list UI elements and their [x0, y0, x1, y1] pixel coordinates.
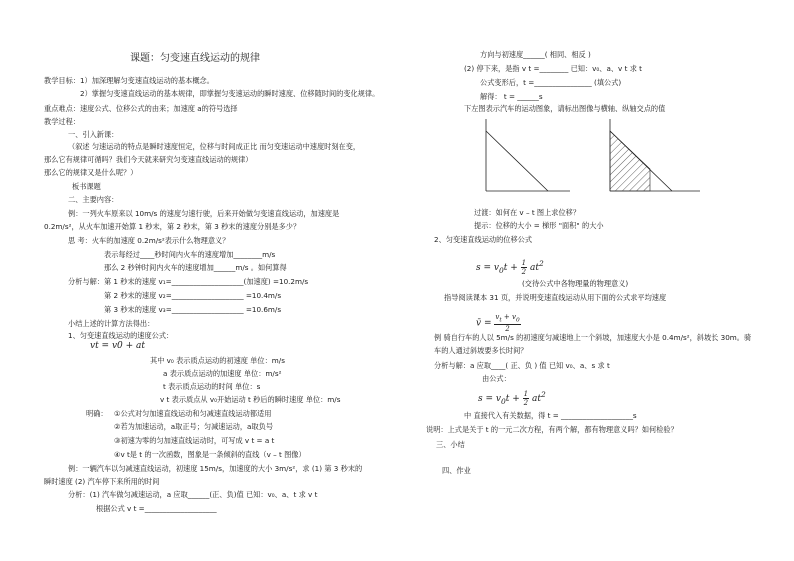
- summary-line: 小结上述的计算方法得出：: [68, 319, 155, 328]
- note-1: ①公式对匀加速直线运动和匀减速直线运动都适用: [114, 409, 272, 418]
- think-question: 思 考：火车的加速度 0.2m/s²表示什么物理意义？: [68, 236, 230, 245]
- intro-line-1: （叙述 匀速运动的特点是瞬时速度恒定，位移与时间成正比 而匀变速运动中速度时刻在变，: [68, 142, 361, 151]
- average-velocity-formula: v̄ = $\frac{v_t + v_0}{2}$: [476, 313, 520, 334]
- velocity-formula: vt = v0 + at: [90, 341, 146, 351]
- right-line-3: 公式变形后，t =________________ (填公式): [480, 78, 622, 87]
- displacement-area: [610, 131, 650, 191]
- right-line-14: 由公式：: [482, 374, 511, 383]
- right-line-15: 中 直接代入有关数据，得 t = ____________________s: [464, 411, 637, 420]
- left-graph-line: [486, 131, 548, 191]
- example-1-line-1: 例：一列火车原来以 10m/s 的速度匀速行驶，后来开始做匀变速直线运动，加速度是: [68, 209, 340, 218]
- right-line-10: 指导阅读课本 31 页，并说明变速直线运动从用下面的公式求平均速度: [444, 293, 667, 302]
- right-column: [420, 0, 794, 561]
- objective-1: 教学目标：1）加深理解匀变速直线运动的基本概念。: [44, 76, 214, 85]
- board-title: 板书课题: [72, 182, 101, 191]
- right-line-9: (交待公式中各物理量的物理意义): [522, 279, 629, 288]
- right-line-7: 提示：位移的大小 = 梯形 "面积" 的大小: [474, 221, 604, 230]
- think-answer-2: 那么 2 秒钟时间内火车的速度增加______m/s 。如何算得: [104, 263, 287, 272]
- right-line-12: 车的人通过斜坡要多长时间？: [434, 346, 528, 355]
- example-2-line-2: 瞬时速度 (2) 汽车停下来所用的时间: [44, 477, 160, 486]
- right-line-5: 下左图表示汽车的运动图象，请标出图像与横轴、纵轴交点的值: [464, 104, 666, 113]
- main-heading: 二、主要内容：: [68, 195, 119, 204]
- right-line-4: 解得： t = ______s: [480, 92, 543, 101]
- think-answer-1: 表示每经过____秒时间内火车的速度增加________m/s: [104, 250, 276, 259]
- vt-graph-left: [482, 115, 572, 195]
- right-line-6: 过渡：如何在 v – t 图上求位移？: [474, 208, 581, 217]
- intro-line-3: 那么它的规律又是什么呢？）: [44, 168, 138, 177]
- example-2-line-4: 根据公式 v t =____________________: [96, 504, 217, 513]
- note-4: ④v t是 t 的一次函数，图象是一条倾斜的直线（v – t 图像）: [114, 450, 306, 459]
- right-line-11: 例 骑自行车的人以 5m/s 的初速度匀减速地上一个斜坡，加速度大小是 0.4m/s²，斜坡长 30m。骑: [434, 333, 752, 342]
- analysis-v2: 第 2 秒末的速度 v₂=____________________ =10.4m/s: [104, 291, 282, 300]
- analysis-v1: 分析与解：第 1 秒末的速度 v₁=____________________(加速度) =10.2m/s: [68, 277, 309, 286]
- right-line-8: 2、匀变速直线运动的位移公式: [434, 235, 533, 244]
- displacement-formula: $s = v_0t$ + $\frac{1}{2}$ $at^2$: [476, 259, 544, 276]
- example-1-line-2: 0.2m/s²，从火车加速开始算 1 秒末，第 2 秒末，第 3 秒末的速度分别是多少？: [44, 222, 301, 231]
- note-3: ③初速为零的匀加速直线运动时，可写成 v t = a t: [114, 436, 275, 445]
- example-2-line-3: 分析：(1) 汽车做匀减速运动，a 应取______(正、负)值 已知：v₀、a、t 求 v t: [68, 490, 318, 499]
- symbol-v0: 其中 v₀ 表示质点运动的初速度 单位：m/s: [150, 356, 285, 365]
- note-2: ②若为加速运动，a取正号；匀减速运动，a取负号: [114, 422, 274, 431]
- analysis-v3: 第 3 秒末的速度 v₃=____________________ =10.6m/s: [104, 305, 282, 314]
- homework-section: 四、作业: [442, 466, 471, 475]
- velocity-formula-heading: 1、匀变速直线运动的速度公式：: [68, 331, 174, 340]
- right-line-2: (2) 停下来，是指 v t =________ 已知：v₀、a、v t 求 t: [464, 64, 642, 73]
- right-line-13: 分析与解：a 应取____( 正、负 ) 值 已知 v₀、a、s 求 t: [434, 361, 610, 370]
- summary-section: 三、小结: [436, 440, 465, 449]
- page-title: 课题：匀变速直线运动的规律: [130, 53, 260, 64]
- symbol-t: t 表示质点运动的时间 单位：s: [163, 382, 261, 391]
- displacement-formula-2: $s = v_0t$ + $\frac{1}{2}$ $at^2$: [478, 390, 546, 407]
- symbol-a: a 表示质点运动的加速度 单位：m/s²: [163, 369, 282, 378]
- key-points: 重点难点：速度公式、位移公式的由来；加速度 a的符号选择: [44, 104, 238, 113]
- right-line-16: 说明：上式是关于 t 的一元二次方程，有两个解，都有物理意义吗？如何检验？: [426, 425, 678, 434]
- notes-heading: 明确：: [86, 409, 108, 418]
- process-heading: 教学过程：: [44, 117, 80, 126]
- intro-heading: 一、引入新课：: [68, 130, 119, 139]
- objective-2: 2）掌握匀变速直线运动的基本规律，即掌握匀变速运动的瞬时速度、位移随时间的变化规律。: [80, 89, 380, 98]
- right-line-1: 方向与初速度______( 相同、相反 ): [480, 50, 591, 59]
- intro-line-2: 那么它有规律可循吗？我们今天就来研究匀变速直线运动的规律）: [44, 155, 253, 164]
- vt-graph-right: [606, 115, 702, 195]
- symbol-vt: v t 表示质点从 v₀开始运动 t 秒后的瞬时速度 单位：m/s: [160, 395, 341, 404]
- example-2-line-1: 例：一辆汽车以匀减速直线运动，初速度 15m/s，加速度的大小 3m/s²，求 (1) 第 3 秒末的: [68, 464, 363, 473]
